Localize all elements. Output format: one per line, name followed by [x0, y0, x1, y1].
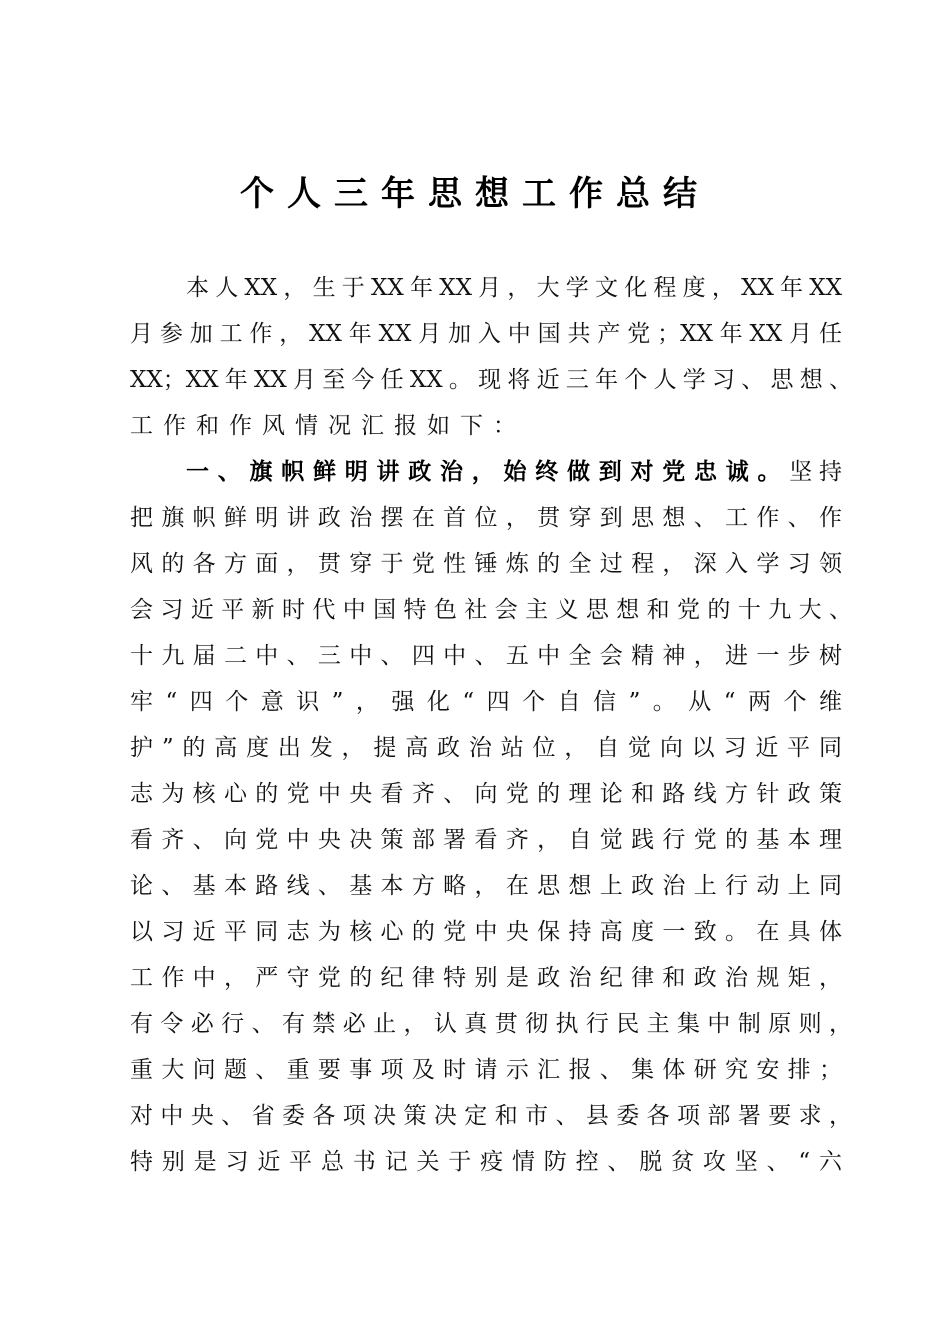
document-title: 个人三年思想工作总结 — [240, 174, 710, 214]
paragraph-line: 有令必行、有禁必止，认真贯彻执行民主集中制原则， — [130, 1011, 852, 1037]
paragraph-line: 工作和作风情况汇报如下： — [130, 413, 526, 439]
paragraph-line: 会习近平新时代中国特色社会主义思想和党的十九大、 — [130, 597, 852, 623]
paragraph-line: 把旗帜鲜明讲政治摆在首位，贯穿到思想、工作、作 — [130, 505, 842, 531]
paragraph-line: 牢“四个意识”，强化“四个自信”。从“两个维 — [130, 689, 842, 715]
paragraph-line: 风的各方面，贯穿于党性锤炼的全过程，深入学习领 — [130, 551, 842, 577]
section-heading: 一、旗帜鲜明讲政治，始终做到对党忠诚。 — [186, 459, 790, 485]
paragraph-line: 看齐、向党中央决策部署看齐，自觉践行党的基本理 — [130, 827, 842, 853]
paragraph-line: 特别是习近平总书记关于疫情防控、脱贫攻坚、“六 — [130, 1149, 842, 1175]
section-first-line — [186, 452, 842, 492]
paragraph-line: 对中央、省委各项决策决定和市、县委各项部署要求， — [130, 1103, 852, 1129]
paragraph-line: 本人XX，生于XX年XX月，大学文化程度，XX年XX — [186, 275, 842, 301]
paragraph-line: 护”的高度出发，提高政治站位，自觉向以习近平同 — [130, 735, 842, 761]
paragraph-line: 论、基本路线、基本方略，在思想上政治上行动上同 — [130, 873, 842, 899]
paragraph-line: 工作中，严守党的纪律特别是政治纪律和政治规矩， — [130, 965, 842, 991]
paragraph-line: 十九届二中、三中、四中、五中全会精神，进一步树 — [130, 643, 842, 669]
paragraph-line: 志为核心的党中央看齐、向党的理论和路线方针政策 — [130, 781, 842, 807]
paragraph-line: XX；XX年XX月至今任XX。现将近三年个人学习、思想、 — [130, 367, 852, 393]
paragraph-line: 月参加工作，XX年XX月加入中国共产党；XX年XX月任 — [130, 321, 842, 347]
section-first-line-rest: 坚持 — [789, 459, 842, 485]
paragraph-line: 重大问题、重要事项及时请示汇报、集体研究安排； — [130, 1057, 842, 1083]
paragraph-line: 以习近平同志为核心的党中央保持高度一致。在具体 — [130, 919, 842, 945]
